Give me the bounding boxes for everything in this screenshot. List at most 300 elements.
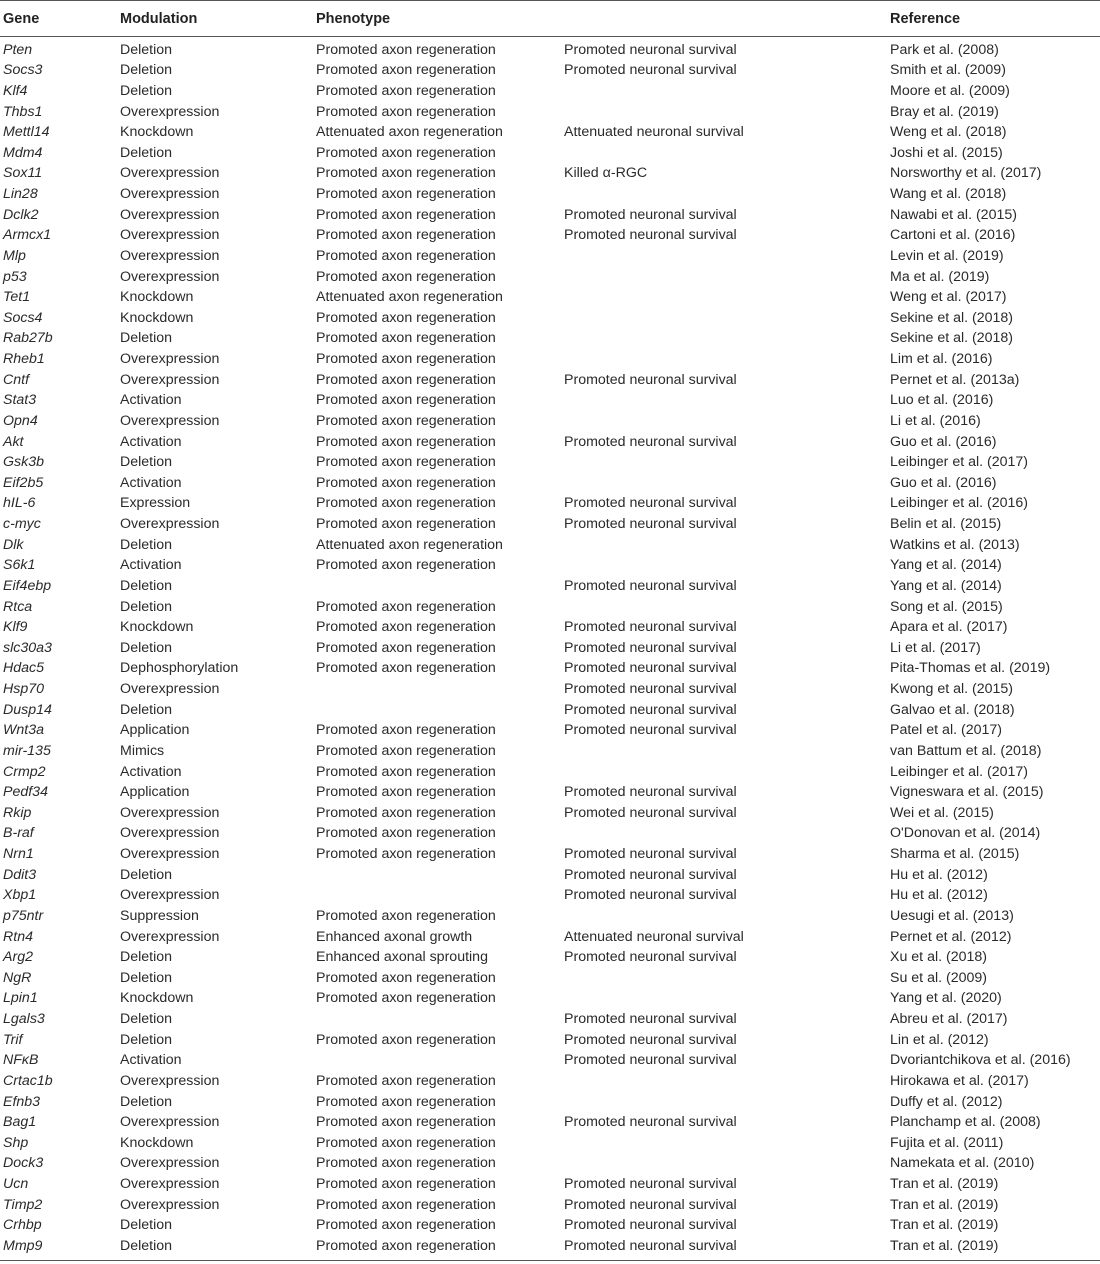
gene-cell: Rkip <box>3 804 32 821</box>
gene-cell: Stat3 <box>3 392 37 409</box>
phenotype-secondary-cell: Promoted neuronal survival <box>564 949 737 966</box>
gene-cell: p75ntr <box>3 907 44 924</box>
reference-cell: Planchamp et al. (2008) <box>890 1114 1041 1131</box>
phenotype-cell: Promoted axon regeneration <box>316 1155 496 1172</box>
modulation-cell: Overexpression <box>120 1072 220 1089</box>
reference-cell: Yang et al. (2014) <box>890 557 1002 574</box>
gene-cell: Thbs1 <box>3 103 43 120</box>
table-row <box>0 1009 1100 1030</box>
phenotype-secondary-cell <box>564 761 890 782</box>
reference-cell: Belin et al. (2015) <box>890 516 1002 533</box>
modulation-cell: Overexpression <box>120 1196 220 1213</box>
modulation-cell: Deletion <box>120 62 173 79</box>
modulation-cell: Overexpression <box>120 351 220 368</box>
phenotype-secondary-cell <box>564 143 890 164</box>
gene-cell: Hsp70 <box>3 681 45 698</box>
phenotype-cell: Promoted axon regeneration <box>316 474 496 491</box>
phenotype-cell: Attenuated axon regeneration <box>316 536 503 553</box>
header-modulation: Modulation <box>120 1 316 37</box>
reference-cell: Pita-Thomas et al. (2019) <box>890 660 1051 677</box>
phenotype-cell <box>316 1050 564 1071</box>
phenotype-secondary-cell <box>564 1071 890 1092</box>
reference-cell: Sekine et al. (2018) <box>890 309 1014 326</box>
phenotype-cell: Promoted axon regeneration <box>316 433 496 450</box>
modulation-cell: Overexpression <box>120 825 220 842</box>
phenotype-secondary-cell: Promoted neuronal survival <box>564 62 737 79</box>
table-row <box>0 782 1100 803</box>
phenotype-cell: Promoted axon regeneration <box>316 103 496 120</box>
table-row <box>0 534 1100 555</box>
table-row <box>0 926 1100 947</box>
phenotype-cell <box>316 885 564 906</box>
phenotype-cell: Promoted axon regeneration <box>316 454 496 471</box>
gene-cell: Tet1 <box>3 289 31 306</box>
phenotype-cell: Promoted axon regeneration <box>316 1134 496 1151</box>
reference-cell: Joshi et al. (2015) <box>890 144 1003 161</box>
table-row <box>0 1091 1100 1112</box>
phenotype-secondary-cell: Promoted neuronal survival <box>564 1052 737 1069</box>
gene-cell: Mlp <box>3 247 26 264</box>
modulation-cell: Activation <box>120 557 182 574</box>
phenotype-secondary-cell: Promoted neuronal survival <box>564 227 737 244</box>
reference-cell: Apara et al. (2017) <box>890 619 1008 636</box>
phenotype-cell: Promoted axon regeneration <box>316 763 496 780</box>
reference-cell: Song et al. (2015) <box>890 598 1003 615</box>
modulation-cell: Deletion <box>120 454 173 471</box>
phenotype-secondary-cell: Promoted neuronal survival <box>564 433 737 450</box>
gene-cell: Rab27b <box>3 330 53 347</box>
modulation-cell: Overexpression <box>120 268 220 285</box>
table-row <box>0 968 1100 989</box>
phenotype-cell: Promoted axon regeneration <box>316 722 496 739</box>
gene-cell: Sox11 <box>3 165 43 182</box>
modulation-cell: Overexpression <box>120 371 220 388</box>
gene-cell: Rheb1 <box>3 351 45 368</box>
reference-cell: Smith et al. (2009) <box>890 62 1006 79</box>
modulation-cell: Overexpression <box>120 1114 220 1131</box>
phenotype-secondary-cell <box>564 81 890 102</box>
gene-cell: Mettl14 <box>3 124 50 141</box>
phenotype-secondary-cell <box>564 349 890 370</box>
phenotype-secondary-cell <box>564 287 890 308</box>
phenotype-cell: Promoted axon regeneration <box>316 969 496 986</box>
modulation-cell: Knockdown <box>120 309 194 326</box>
modulation-cell: Overexpression <box>120 804 220 821</box>
modulation-cell: Deletion <box>120 536 173 553</box>
phenotype-cell: Promoted axon regeneration <box>316 165 496 182</box>
reference-cell: Hu et al. (2012) <box>890 887 988 904</box>
phenotype-cell: Promoted axon regeneration <box>316 330 496 347</box>
gene-cell: Mdm4 <box>3 144 43 161</box>
phenotype-cell: Promoted axon regeneration <box>316 371 496 388</box>
phenotype-secondary-cell <box>564 184 890 205</box>
phenotype-secondary-cell: Promoted neuronal survival <box>564 1196 737 1213</box>
phenotype-secondary-cell <box>564 968 890 989</box>
gene-cell: Trif <box>3 1031 23 1048</box>
phenotype-secondary-cell: Promoted neuronal survival <box>564 495 737 512</box>
table-row <box>0 679 1100 700</box>
modulation-cell: Overexpression <box>120 103 220 120</box>
reference-cell: Cartoni et al. (2016) <box>890 227 1016 244</box>
phenotype-cell <box>316 576 564 597</box>
reference-cell: Weng et al. (2018) <box>890 124 1007 141</box>
table-row <box>0 699 1100 720</box>
phenotype-cell: Promoted axon regeneration <box>316 309 496 326</box>
phenotype-secondary-cell: Promoted neuronal survival <box>564 1236 890 1261</box>
phenotype-secondary-cell <box>564 741 890 762</box>
modulation-cell: Expression <box>120 495 191 512</box>
phenotype-cell: Promoted axon regeneration <box>316 1072 496 1089</box>
reference-cell: Uesugi et al. (2013) <box>890 907 1014 924</box>
phenotype-cell: Promoted axon regeneration <box>316 82 496 99</box>
phenotype-secondary-cell: Promoted neuronal survival <box>564 619 737 636</box>
table-row <box>0 864 1100 885</box>
reference-cell: Leibinger et al. (2017) <box>890 763 1029 780</box>
phenotype-cell: Promoted axon regeneration <box>316 619 496 636</box>
table-row <box>0 658 1100 679</box>
phenotype-cell: Attenuated axon regeneration <box>316 124 503 141</box>
reference-cell: Watkins et al. (2013) <box>890 536 1020 553</box>
modulation-cell: Application <box>120 722 190 739</box>
gene-cell: Gsk3b <box>3 454 45 471</box>
reference-cell: Leibinger et al. (2017) <box>890 454 1029 471</box>
phenotype-cell: Promoted axon regeneration <box>316 351 496 368</box>
table-row <box>0 308 1100 329</box>
table-row <box>0 328 1100 349</box>
modulation-cell: Overexpression <box>120 928 220 945</box>
reference-cell: Galvao et al. (2018) <box>890 701 1015 718</box>
table-row <box>0 81 1100 102</box>
phenotype-cell: Promoted axon regeneration <box>316 846 496 863</box>
gene-cell: Xbp1 <box>3 887 37 904</box>
reference-cell: Yang et al. (2020) <box>890 990 1002 1007</box>
table-row <box>0 906 1100 927</box>
phenotype-secondary-cell <box>564 473 890 494</box>
gene-cell: Pedf34 <box>3 784 48 801</box>
phenotype-secondary-cell: Promoted neuronal survival <box>564 1217 737 1234</box>
table-row <box>0 60 1100 81</box>
modulation-cell: Deletion <box>120 1217 173 1234</box>
reference-cell: Luo et al. (2016) <box>890 392 994 409</box>
table-row <box>0 720 1100 741</box>
modulation-cell: Deletion <box>120 144 173 161</box>
gene-cell: Cntf <box>3 371 30 388</box>
modulation-cell: Overexpression <box>120 412 220 429</box>
phenotype-cell: Promoted axon regeneration <box>316 1114 496 1131</box>
table-row <box>0 431 1100 452</box>
phenotype-cell: Promoted axon regeneration <box>316 1176 496 1193</box>
gene-cell: Eif2b5 <box>3 474 44 491</box>
table-row <box>0 369 1100 390</box>
phenotype-cell: Promoted axon regeneration <box>316 1093 496 1110</box>
table-row <box>0 390 1100 411</box>
phenotype-cell: Promoted axon regeneration <box>316 990 496 1007</box>
phenotype-cell: Promoted axon regeneration <box>316 1236 564 1261</box>
phenotype-cell: Promoted axon regeneration <box>316 268 496 285</box>
gene-cell: Socs4 <box>3 309 43 326</box>
reference-cell: Norsworthy et al. (2017) <box>890 165 1042 182</box>
table-row <box>0 143 1100 164</box>
gene-cell: Ddit3 <box>3 866 37 883</box>
reference-cell: Park et al. (2008) <box>890 42 999 58</box>
phenotype-cell: Promoted axon regeneration <box>316 42 496 58</box>
modulation-cell: Overexpression <box>120 516 220 533</box>
modulation-cell: Activation <box>120 433 182 450</box>
phenotype-secondary-cell: Attenuated neuronal survival <box>564 928 744 945</box>
modulation-cell: Overexpression <box>120 247 220 264</box>
reference-cell: Nawabi et al. (2015) <box>890 206 1017 223</box>
gene-cell: Lgals3 <box>3 1011 45 1028</box>
gene-cell: Crtac1b <box>3 1072 53 1089</box>
modulation-cell: Knockdown <box>120 619 194 636</box>
phenotype-secondary-cell: Promoted neuronal survival <box>564 846 737 863</box>
modulation-cell: Knockdown <box>120 1134 194 1151</box>
gene-cell: hIL-6 <box>3 495 36 512</box>
gene-cell: Pten <box>3 42 33 58</box>
reference-cell: Li et al. (2016) <box>890 412 981 429</box>
modulation-cell: Overexpression <box>120 186 220 203</box>
gene-cell: Armcx1 <box>3 227 52 244</box>
phenotype-secondary-cell: Promoted neuronal survival <box>564 577 737 594</box>
gene-cell: NgR <box>3 969 32 986</box>
reference-cell: Wang et al. (2018) <box>890 186 1007 203</box>
gene-cell: Arg2 <box>3 949 33 966</box>
gene-cell: Klf9 <box>3 619 28 636</box>
table-row <box>0 1153 1100 1174</box>
phenotype-secondary-cell: Promoted neuronal survival <box>564 639 737 656</box>
table-row <box>0 163 1100 184</box>
modulation-cell: Deletion <box>120 42 173 58</box>
reference-cell: van Battum et al. (2018) <box>890 742 1042 759</box>
modulation-cell: Dephosphorylation <box>120 660 239 677</box>
gene-cell: B-raf <box>3 825 34 842</box>
gene-cell: S6k1 <box>3 557 36 574</box>
table-row <box>0 266 1100 287</box>
reference-cell: Bray et al. (2019) <box>890 103 999 120</box>
phenotype-cell: Promoted axon regeneration <box>316 907 496 924</box>
reference-cell: Leibinger et al. (2016) <box>890 495 1029 512</box>
phenotype-cell: Promoted axon regeneration <box>316 206 496 223</box>
table-row <box>0 885 1100 906</box>
gene-cell: Socs3 <box>3 62 43 79</box>
reference-cell: Levin et al. (2019) <box>890 247 1004 264</box>
phenotype-secondary-cell <box>564 534 890 555</box>
header-phenotype: Phenotype <box>316 1 564 37</box>
phenotype-secondary-cell: Promoted neuronal survival <box>564 371 737 388</box>
phenotype-secondary-cell <box>564 452 890 473</box>
modulation-cell: Overexpression <box>120 206 220 223</box>
phenotype-cell: Promoted axon regeneration <box>316 1217 496 1234</box>
modulation-cell: Deletion <box>120 82 173 99</box>
gene-cell: Wnt3a <box>3 722 45 739</box>
reference-cell: Su et al. (2009) <box>890 969 988 986</box>
modulation-cell: Application <box>120 784 190 801</box>
phenotype-secondary-cell: Promoted neuronal survival <box>564 1176 737 1193</box>
phenotype-cell <box>316 699 564 720</box>
phenotype-secondary-cell: Promoted neuronal survival <box>564 660 737 677</box>
phenotype-cell: Promoted axon regeneration <box>316 1031 496 1048</box>
phenotype-secondary-cell <box>564 328 890 349</box>
table-row <box>0 1174 1100 1195</box>
modulation-cell: Activation <box>120 763 182 780</box>
modulation-cell: Deletion <box>120 1031 173 1048</box>
reference-cell: Guo et al. (2016) <box>890 433 997 450</box>
modulation-cell: Overexpression <box>120 227 220 244</box>
phenotype-cell: Promoted axon regeneration <box>316 227 496 244</box>
table-row <box>0 493 1100 514</box>
phenotype-cell: Promoted axon regeneration <box>316 557 496 574</box>
gene-cell: Efnb3 <box>3 1093 41 1110</box>
modulation-cell: Overexpression <box>120 887 220 904</box>
gene-cell: Bag1 <box>3 1114 37 1131</box>
gene-cell: Ucn <box>3 1176 29 1193</box>
modulation-cell: Activation <box>120 1052 182 1069</box>
table-row <box>0 803 1100 824</box>
phenotype-secondary-cell: Promoted neuronal survival <box>564 784 737 801</box>
reference-cell: Guo et al. (2016) <box>890 474 997 491</box>
table-row <box>0 473 1100 494</box>
modulation-cell: Deletion <box>120 598 173 615</box>
reference-cell: Tran et al. (2019) <box>890 1176 999 1193</box>
phenotype-cell: Promoted axon regeneration <box>316 784 496 801</box>
gene-cell: Akt <box>3 433 24 450</box>
phenotype-cell: Enhanced axonal growth <box>316 928 473 945</box>
phenotype-secondary-cell <box>564 906 890 927</box>
phenotype-cell: Promoted axon regeneration <box>316 660 496 677</box>
modulation-cell: Deletion <box>120 701 173 718</box>
reference-cell: Dvoriantchikova et al. (2016) <box>890 1052 1071 1069</box>
phenotype-cell: Promoted axon regeneration <box>316 742 496 759</box>
table-row <box>0 638 1100 659</box>
table-row <box>0 411 1100 432</box>
reference-cell: Sharma et al. (2015) <box>890 846 1020 863</box>
phenotype-cell: Promoted axon regeneration <box>316 639 496 656</box>
phenotype-cell: Promoted axon regeneration <box>316 1196 496 1213</box>
gene-cell: Shp <box>3 1134 29 1151</box>
modulation-cell: Activation <box>120 392 182 409</box>
phenotype-secondary-cell: Promoted neuronal survival <box>564 804 737 821</box>
phenotype-cell: Attenuated axon regeneration <box>316 289 503 306</box>
gene-cell: Opn4 <box>3 412 38 429</box>
table-row <box>0 988 1100 1009</box>
phenotype-secondary-cell <box>564 101 890 122</box>
phenotype-cell: Enhanced axonal sprouting <box>316 949 488 966</box>
reference-cell: Tran et al. (2019) <box>890 1236 1100 1261</box>
phenotype-cell: Promoted axon regeneration <box>316 412 496 429</box>
phenotype-secondary-cell <box>564 988 890 1009</box>
modulation-cell: Overexpression <box>120 165 220 182</box>
reference-cell: Hirokawa et al. (2017) <box>890 1072 1029 1089</box>
modulation-cell: Knockdown <box>120 124 194 141</box>
phenotype-secondary-cell: Promoted neuronal survival <box>564 1011 737 1028</box>
gene-cell: p53 <box>3 268 27 285</box>
phenotype-secondary-cell: Attenuated neuronal survival <box>564 124 744 141</box>
table-row <box>0 596 1100 617</box>
reference-cell: Li et al. (2017) <box>890 639 981 656</box>
table-row <box>0 37 1100 61</box>
modulation-cell: Deletion <box>120 330 173 347</box>
reference-cell: Pernet et al. (2013a) <box>890 371 1020 388</box>
reference-cell: Tran et al. (2019) <box>890 1196 999 1213</box>
table-row <box>0 576 1100 597</box>
phenotype-secondary-cell: Promoted neuronal survival <box>564 516 737 533</box>
table-row <box>0 947 1100 968</box>
reference-cell: Xu et al. (2018) <box>890 949 988 966</box>
gene-cell: Rtn4 <box>3 928 33 945</box>
phenotype-secondary-cell <box>564 266 890 287</box>
table-row <box>0 1194 1100 1215</box>
phenotype-secondary-cell <box>564 1133 890 1154</box>
modulation-cell: Knockdown <box>120 289 194 306</box>
reference-cell: Abreu et al. (2017) <box>890 1011 1008 1028</box>
phenotype-secondary-cell <box>564 411 890 432</box>
phenotype-cell: Promoted axon regeneration <box>316 495 496 512</box>
reference-cell: Lim et al. (2016) <box>890 351 993 368</box>
modulation-cell: Deletion <box>120 577 173 594</box>
reference-cell: Pernet et al. (2012) <box>890 928 1012 945</box>
phenotype-cell: Promoted axon regeneration <box>316 392 496 409</box>
reference-cell: Hu et al. (2012) <box>890 866 988 883</box>
gene-cell: Dclk2 <box>3 206 39 223</box>
phenotype-secondary-cell: Promoted neuronal survival <box>564 722 737 739</box>
table-row <box>0 452 1100 473</box>
gene-cell: mir-135 <box>3 742 51 759</box>
table-row <box>0 823 1100 844</box>
reference-cell: Tran et al. (2019) <box>890 1217 999 1234</box>
reference-cell: Fujita et al. (2011) <box>890 1134 1004 1151</box>
phenotype-cell: Promoted axon regeneration <box>316 804 496 821</box>
modulation-cell: Deletion <box>120 1011 173 1028</box>
modulation-cell: Activation <box>120 474 182 491</box>
gene-cell: Hdac5 <box>3 660 45 677</box>
phenotype-cell <box>316 1009 564 1030</box>
phenotype-secondary-cell: Killed α-RGC <box>564 165 648 182</box>
header-reference: Reference <box>890 1 1100 37</box>
phenotype-secondary-cell: Promoted neuronal survival <box>564 887 737 904</box>
gene-cell: Mmp9 <box>0 1236 120 1261</box>
phenotype-secondary-cell <box>564 1153 890 1174</box>
table-row <box>0 101 1100 122</box>
phenotype-secondary-cell <box>564 390 890 411</box>
phenotype-cell: Promoted axon regeneration <box>316 186 496 203</box>
reference-cell: Wei et al. (2015) <box>890 804 994 821</box>
phenotype-cell: Promoted axon regeneration <box>316 598 496 615</box>
table-row <box>0 225 1100 246</box>
phenotype-secondary-cell <box>564 246 890 267</box>
phenotype-secondary-cell <box>564 1091 890 1112</box>
modulation-cell: Deletion <box>120 969 173 986</box>
header-gene: Gene <box>0 1 120 37</box>
gene-cell: Rtca <box>3 598 33 615</box>
header-row <box>0 1 1100 37</box>
table-row <box>0 1133 1100 1154</box>
phenotype-secondary-cell <box>564 823 890 844</box>
table-row <box>0 1050 1100 1071</box>
reference-cell: Yang et al. (2014) <box>890 577 1002 594</box>
table-row <box>0 617 1100 638</box>
phenotype-secondary-cell: Promoted neuronal survival <box>564 866 737 883</box>
reference-cell: Moore et al. (2009) <box>890 82 1010 99</box>
table-row <box>0 349 1100 370</box>
phenotype-secondary-cell <box>564 596 890 617</box>
reference-cell: Patel et al. (2017) <box>890 722 1002 739</box>
table-row <box>0 184 1100 205</box>
modulation-cell: Knockdown <box>120 990 194 1007</box>
table-row <box>0 1112 1100 1133</box>
phenotype-secondary-cell: Promoted neuronal survival <box>564 681 737 698</box>
phenotype-cell: Promoted axon regeneration <box>316 247 496 264</box>
modulation-cell: Mimics <box>120 742 165 759</box>
